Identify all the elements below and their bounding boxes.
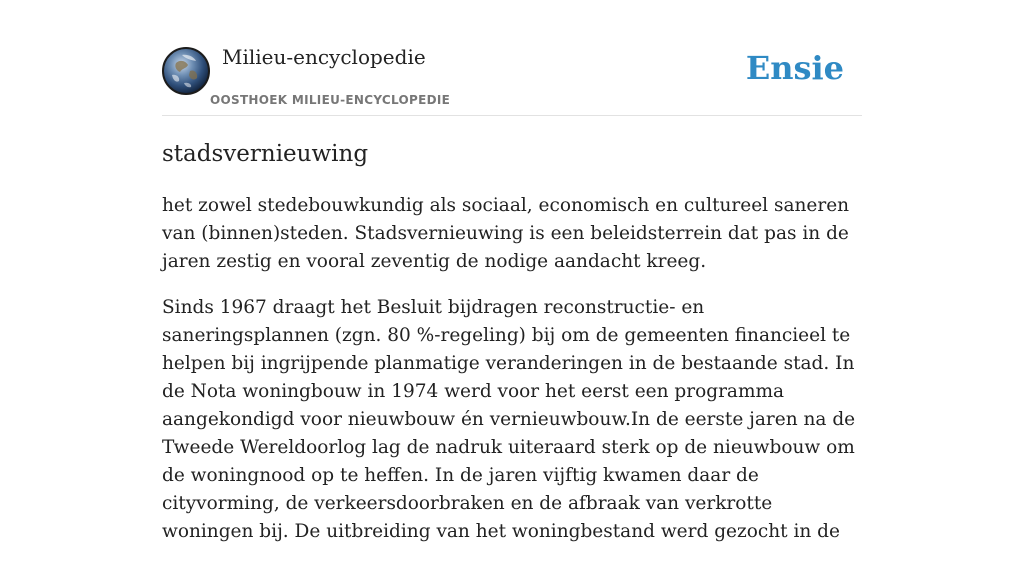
globe-icon[interactable]: [162, 47, 210, 95]
site-header: [162, 0, 862, 116]
site-title[interactable]: Milieu-encyclopedie: [222, 45, 426, 69]
article-paragraph: Sinds 1967 draagt het Besluit bijdragen reconstructie- en saneringsplannen (zgn. 80 %-regeling) bij om de gemeenten financieel te helpen bij ingrijpende planmatige veranderingen in de bestaande stad. In de Nota woningbouw in 1974 werd voor het eerst een programma aangekondigd voor nieuwbouw én vernieuwbouw.In de eerste jaren na de Tweede Wereldoorlog lag de nadruk uiteraard sterk op de nieuwbouw om de woningnood op te heffen. In de jaren vijftig kwamen daar de cityvorming, de verkeersdoorbraken en de afbraak van verkrotte woningen bij. De uitbreiding van het woningbestand werd gezocht in de: [162, 297, 856, 542]
brand-logo-link[interactable]: Ensie: [745, 49, 844, 87]
article-paragraph: het zowel stedebouwkundig als sociaal, economisch en cultureel saneren van (binnen)steden. Stadsvernieuwing is een beleidsterrein dat pas in de jaren zestig en vooral zeventig de nodige aandacht kreeg.: [162, 195, 850, 272]
article-term: stadsvernieuwing: [162, 141, 369, 167]
site-subtitle: OOSTHOEK MILIEU-ENCYCLOPEDIE: [210, 93, 451, 107]
globe-icon-graphic: [164, 49, 208, 93]
article-content: [162, 138, 862, 564]
